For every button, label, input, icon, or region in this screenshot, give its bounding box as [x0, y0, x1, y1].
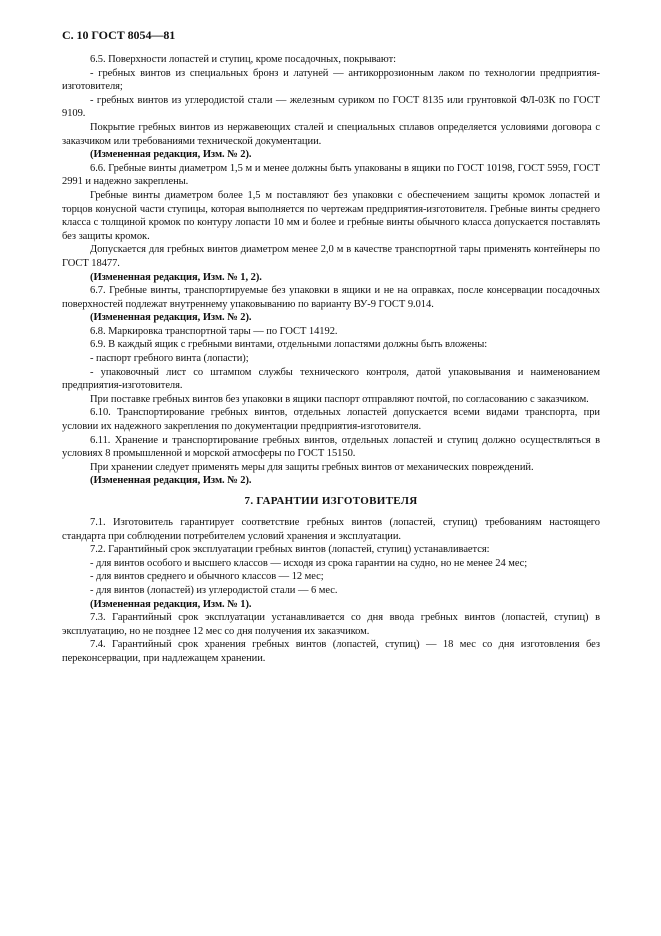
document-page: [62, 28, 600, 666]
paragraph: 6.9. В каждый ящик с гребными винтами, отдельными лопастями должны быть вложены:: [90, 339, 488, 351]
paragraph: При хранении следует применять меры для защиты гребных винтов от механических повреждений.: [90, 461, 534, 473]
paragraph: 7.3. Гарантийный срок эксплуатации устанавливается со дня ввода гребных винтов (лопастей, ступиц) в эксплуатацию, но не позднее 12 мес со дня получения их заказчиком.: [62, 612, 600, 637]
paragraph: 7.1. Изготовитель гарантирует соответствие гребных винтов (лопастей, ступиц) требованиям настоящего стандарта при соблюдении потребителем условий хранения и эксплуатации.: [62, 517, 600, 542]
paragraph: Гребные винты диаметром более 1,5 м поставляют без упаковки с обеспечением защиты кромок лопастей и торцов конусной части ступицы, которая выполняется по чертежам предприятия-изготовителя. Гребные винты среднего класса с толщиной кромок по контуру лопасти 10 мм и более и гребные винты обычного класса допускается поставлять без защиты кромок.: [62, 189, 600, 242]
paragraph: - для винтов среднего и обычного классов — 12 мес;: [90, 571, 324, 583]
paragraph: Покрытие гребных винтов из нержавеющих сталей и специальных сплавов определяется условиями договора с заказчиком или требованиями технической документации.: [62, 121, 600, 147]
page-header: С. 10 ГОСТ 8054—81: [62, 28, 176, 42]
paragraph: 6.8. Маркировка транспортной тары — по ГОСТ 14192.: [90, 325, 338, 337]
amendment-note: (Измененная редакция, Изм. № 1, 2).: [90, 271, 262, 283]
paragraph: 7.4. Гарантийный срок хранения гребных винтов (лопастей, ступиц) — 18 мес со дня изготовления без переконсервации, при надлежащем хранении.: [62, 639, 600, 664]
paragraph: Допускается для гребных винтов диаметром менее 2,0 м в качестве транспортной тары применять контейнеры по ГОСТ 18477.: [62, 244, 600, 269]
paragraph: 7.2. Гарантийный срок эксплуатации гребных винтов (лопастей, ступиц) устанавливается:: [90, 544, 490, 556]
paragraph: 6.11. Хранение и транспортирование гребных винтов, отдельных лопастей и ступиц должно осуществляться в условиях 8 промышленной и морской атмосферы по ГОСТ 15150.: [62, 434, 600, 460]
paragraph: 6.6. Гребные винты диаметром 1,5 м и менее должны быть упакованы в ящики по ГОСТ 10198, ГОСТ 5959, ГОСТ 2991 и надежно закреплены.: [62, 162, 600, 188]
paragraph: При поставке гребных винтов без упаковки в ящики паспорт отправляют почтой, по согласованию с заказчиком.: [90, 393, 589, 405]
paragraph: - для винтов (лопастей) из углеродистой стали — 6 мес.: [90, 584, 338, 596]
section-7-title: 7. ГАРАНТИИ ИЗГОТОВИТЕЛЯ: [244, 495, 418, 507]
paragraph: 6.5. Поверхности лопастей и ступиц, кроме посадочных, покрывают:: [90, 54, 396, 65]
amendment-note: (Измененная редакция, Изм. № 1).: [90, 598, 252, 610]
section-7-body: [62, 516, 600, 666]
paragraph: - упаковочный лист со штампом службы технического контроля, датой упаковывания и наименованием предприятия-изготовителя.: [62, 366, 600, 392]
amendment-note: (Измененная редакция, Изм. № 2).: [90, 312, 252, 324]
paragraph: - для винтов особого и высшего классов — исходя из срока гарантии на судно, но не менее 24 мес;: [90, 557, 528, 569]
amendment-note: (Измененная редакция, Изм. № 2).: [90, 475, 252, 487]
paragraph: - паспорт гребного винта (лопасти);: [90, 353, 249, 365]
section-6-body: [62, 53, 600, 488]
paragraph: - гребных винтов из углеродистой стали — железным суриком по ГОСТ 8135 или грунтовкой ФЛ-03К по ГОСТ 9109.: [62, 94, 600, 120]
paragraph: 6.7. Гребные винты, транспортируемые без упаковки в ящики и не на оправках, после консервации посадочных поверхностей подлежат внутреннему упаковыванию по варианту ВУ-9 ГОСТ 9.014.: [62, 285, 600, 310]
paragraph: - гребных винтов из специальных бронз и латуней — антикоррозионным лаком по технологии предприятия-изготовителя;: [62, 67, 600, 93]
paragraph: 6.10. Транспортирование гребных винтов, отдельных лопастей допускается всеми видами транспорта, при условии их надежного закрепления по документации предприятия-изготовителя.: [62, 407, 600, 433]
amendment-note: (Измененная редакция, Изм. № 2).: [90, 149, 252, 161]
